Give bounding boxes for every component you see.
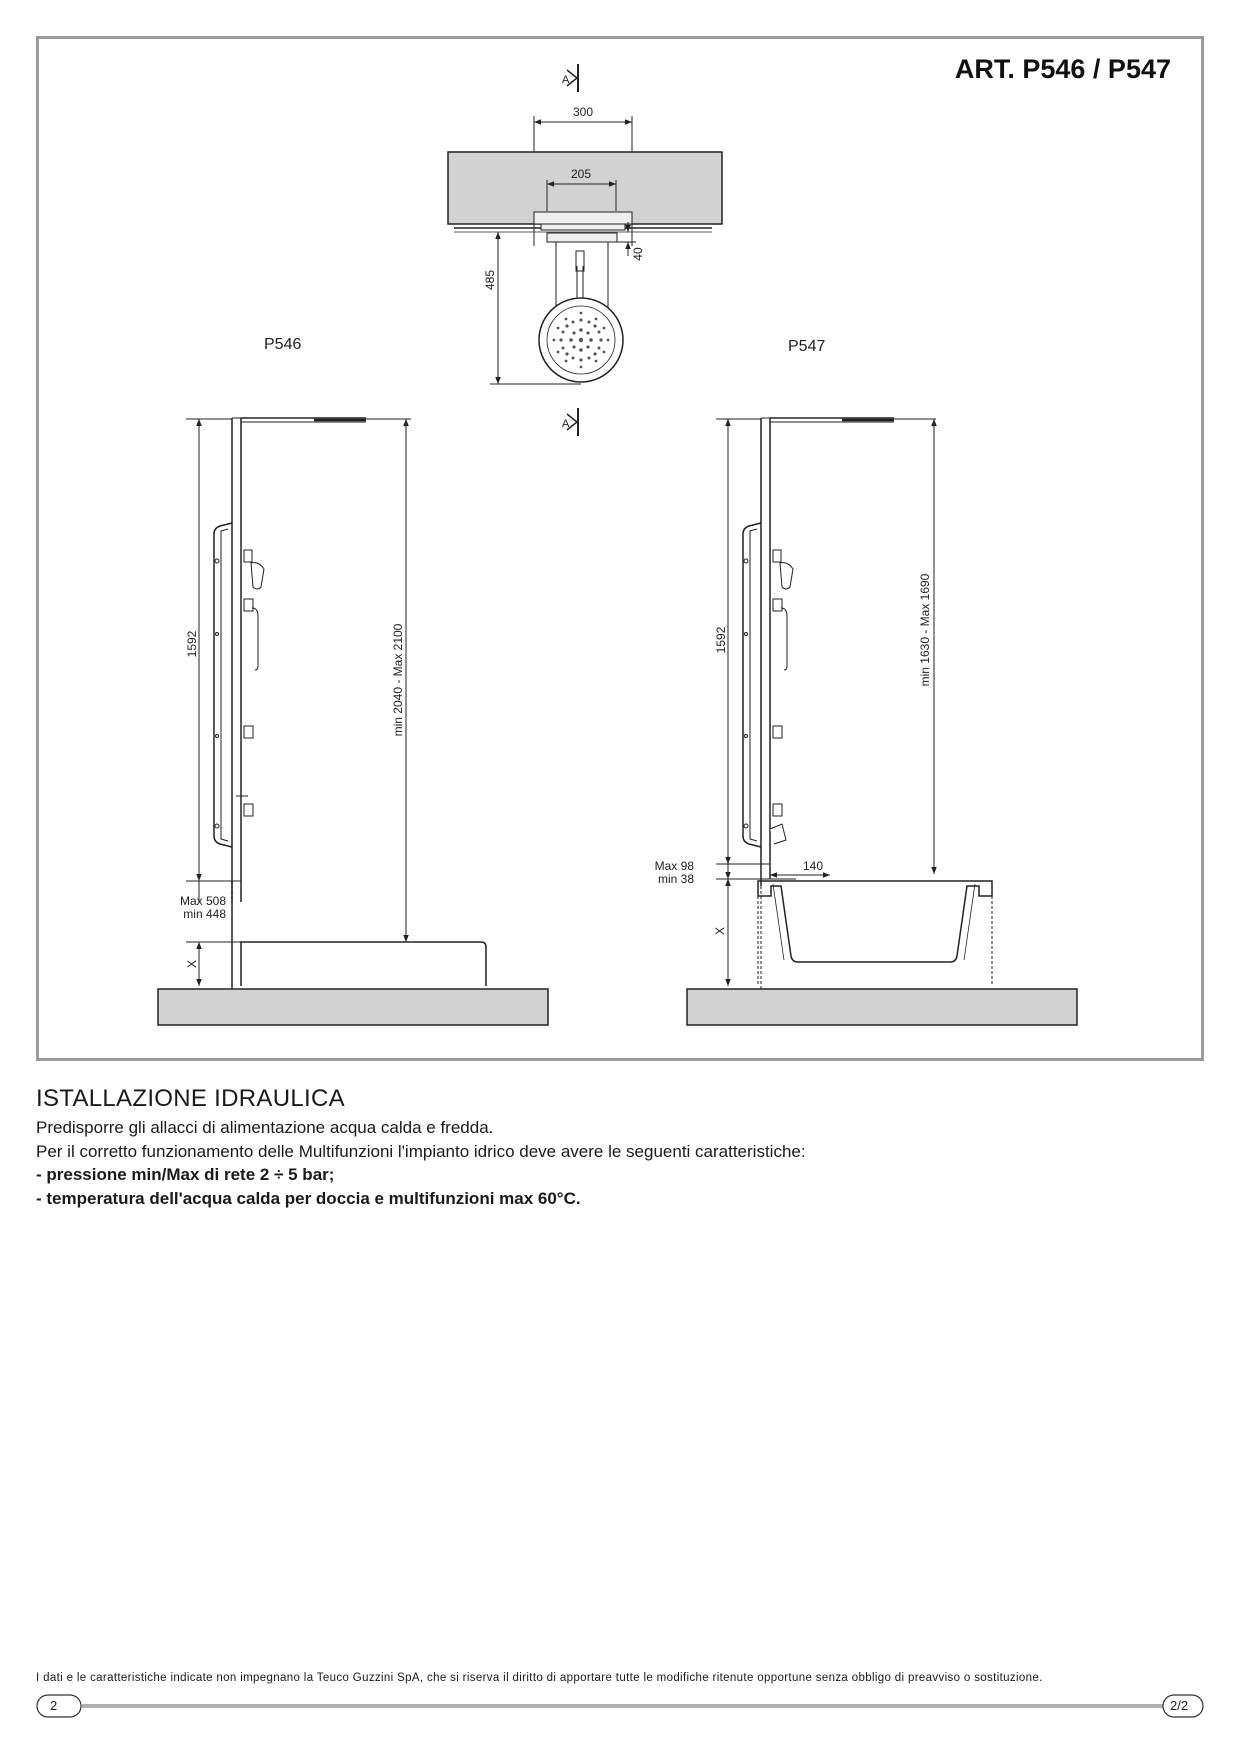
article-title: ART. P546 / P547 bbox=[954, 54, 1171, 84]
panel-controls bbox=[215, 550, 264, 828]
label-p547: P547 bbox=[788, 338, 826, 355]
label-p546: P546 bbox=[264, 336, 302, 353]
page-count: 2/2 bbox=[1170, 1698, 1189, 1713]
p546-floor bbox=[158, 989, 548, 1025]
svg-text:A: A bbox=[562, 418, 570, 430]
dim-300: 300 bbox=[572, 105, 594, 119]
dim-p546-x: X bbox=[185, 959, 199, 969]
section-marker-top bbox=[562, 64, 578, 92]
panel-controls-p547 bbox=[744, 550, 793, 844]
dim-p546-1592: 1592 bbox=[185, 630, 199, 658]
requirement-temperature: - temperatura dell'acqua calda per doccia e multifunzioni max 60°C. bbox=[36, 1189, 581, 1208]
top-view bbox=[448, 64, 722, 436]
dim-p547-range: min 1630 - Max 1690 bbox=[918, 573, 932, 687]
dim-485: 485 bbox=[483, 269, 497, 291]
dim-p547-max: Max 98 bbox=[654, 859, 694, 873]
requirement-pressure: - pressione min/Max di rete 2 ÷ 5 bar; bbox=[36, 1165, 335, 1184]
footer-disclaimer: I dati e le caratteristiche indicate non impegnano la Teuco Guzzini SpA, che si riserva il diritto di apportare tutte le modifiche ritenute opportune senza obbligo di preavviso o sostituzione. bbox=[36, 1672, 1043, 1684]
p547-side-view bbox=[655, 418, 1077, 1025]
dim-p547-min: min 38 bbox=[657, 872, 694, 886]
dim-p546-range: min 2040 - Max 2100 bbox=[391, 623, 405, 737]
dim-p547-140: 140 bbox=[802, 859, 824, 873]
intro-text: Predisporre gli allacci di alimentazione acqua calda e fredda. bbox=[36, 1118, 494, 1137]
section-marker-bottom bbox=[562, 408, 578, 436]
dim-p546-min: min 448 bbox=[183, 907, 226, 921]
bathtub bbox=[758, 881, 992, 962]
technical-drawing bbox=[36, 36, 1204, 1061]
dim-205: 205 bbox=[570, 167, 592, 181]
footer-bar bbox=[36, 1692, 1204, 1720]
p546-side-view bbox=[158, 418, 548, 1025]
requirements-intro: Per il corretto funzionamento delle Multifunzioni l'impianto idrico deve avere le seguenti caratteristiche: bbox=[36, 1142, 806, 1161]
dim-40: 40 bbox=[631, 247, 645, 261]
page-number-pill bbox=[37, 1695, 81, 1717]
dim-p547-x: X bbox=[713, 926, 727, 936]
page-number: 2 bbox=[50, 1698, 58, 1713]
dim-p547-1592: 1592 bbox=[714, 626, 728, 654]
dim-p546-max: Max 508 bbox=[179, 894, 226, 908]
p547-floor bbox=[687, 989, 1077, 1025]
svg-text:A: A bbox=[562, 74, 570, 86]
section-title: ISTALLAZIONE IDRAULICA bbox=[36, 1085, 345, 1112]
